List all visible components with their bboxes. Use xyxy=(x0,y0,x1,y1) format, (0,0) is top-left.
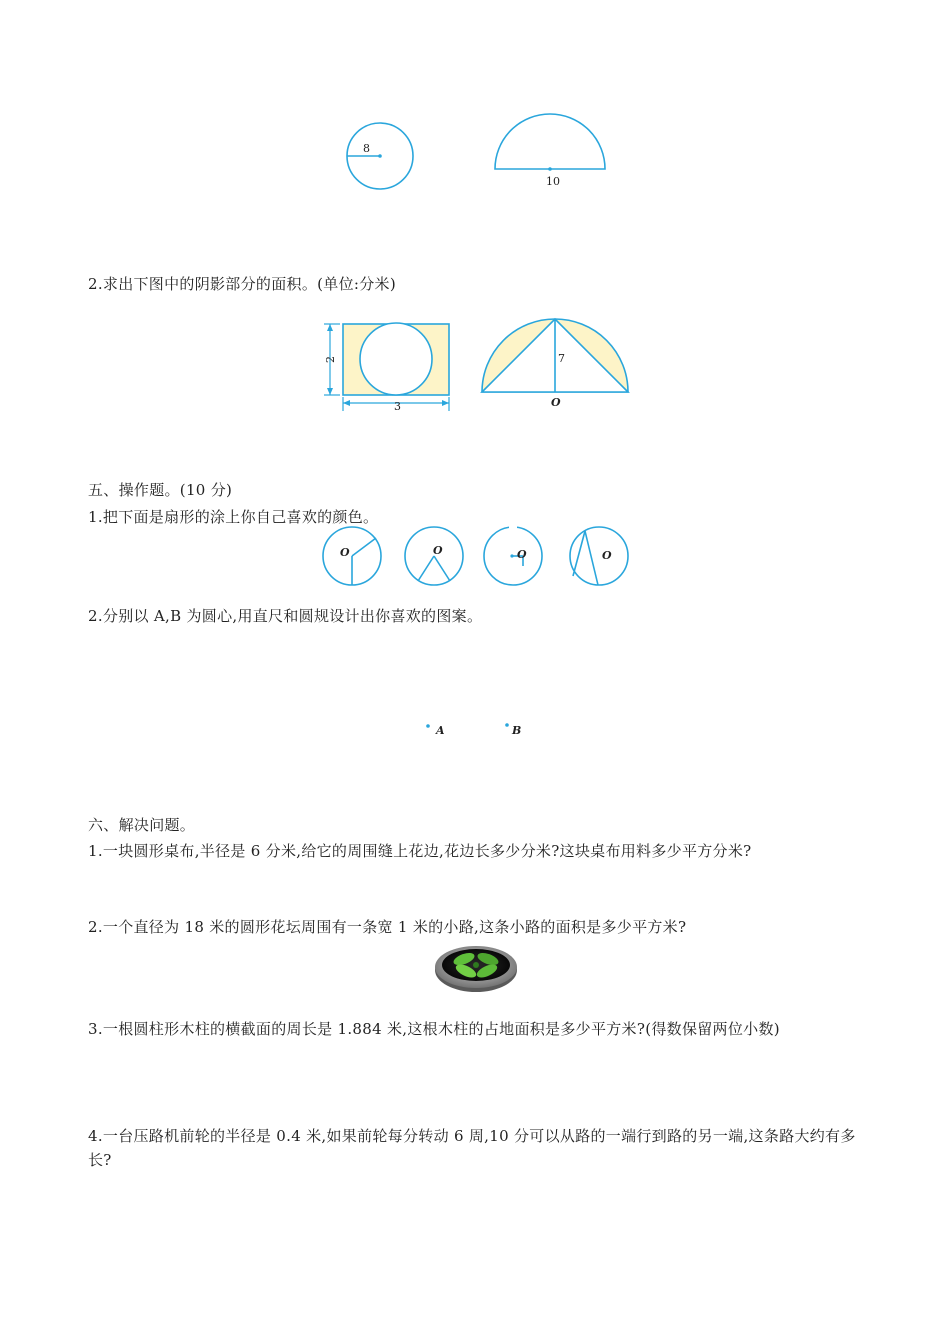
figure-rect-circle-shaded xyxy=(318,318,458,418)
section6-title: 六、解决问题。 xyxy=(88,816,196,834)
figure-semicircle-triangle-shaded xyxy=(478,316,634,410)
sector-2-center-label: O xyxy=(433,544,443,557)
section6-q3-text: 3.一根圆柱形木柱的横截面的周长是 1.884 米,这根木柱的占地面积是多少平方米?(得数保留两位小数) xyxy=(88,1020,780,1038)
section6-q1-text: 1.一块圆形桌布,半径是 6 分米,给它的周围缝上花边,花边长多少分米?这块桌布用料多少平方分米? xyxy=(88,842,752,860)
point-a-label: A xyxy=(436,724,445,737)
figure-circle-radius xyxy=(340,118,420,198)
sector-figure-3 xyxy=(481,526,545,590)
semi-height-label: 7 xyxy=(558,352,565,365)
flowerbed-photo xyxy=(434,942,518,994)
sector-figure-2 xyxy=(402,526,466,590)
point-a xyxy=(422,718,452,738)
section6-q2-text: 2.一个直径为 18 米的圆形花坛周围有一条宽 1 米的小路,这条小路的面积是多少平方米? xyxy=(88,918,687,936)
section5-item2-text: 2.分别以 A,B 为圆心,用直尺和圆规设计出你喜欢的图案。 xyxy=(88,607,483,625)
sector-1-center-label: O xyxy=(340,546,350,559)
semicircle-diameter-label: 10 xyxy=(546,175,560,188)
circle-radius-label: 8 xyxy=(363,142,370,155)
figure-semicircle-diameter xyxy=(492,112,608,192)
point-b xyxy=(501,718,531,738)
semi-center-label: O xyxy=(551,396,561,409)
sector-3-center-label: O xyxy=(517,548,527,561)
section6-q4-text: 4.一台压路机前轮的半径是 0.4 米,如果前轮每分转动 6 周,10 分可以从路的一端行到路的另一端,这条路大约有多长? xyxy=(88,1127,856,1169)
sector-figure-4 xyxy=(567,526,631,590)
rect-height-label: 2 xyxy=(324,356,337,363)
point-b-label: B xyxy=(512,724,522,737)
rect-width-label: 3 xyxy=(394,400,401,413)
section5-title: 五、操作题。(10 分) xyxy=(88,481,233,499)
sector-4-center-label: O xyxy=(602,549,612,562)
sector-figure-1 xyxy=(320,526,384,590)
q4-item2-text: 2.求出下图中的阴影部分的面积。(单位:分米) xyxy=(88,275,396,293)
section5-item1-text: 1.把下面是扇形的涂上你自己喜欢的颜色。 xyxy=(88,508,379,526)
